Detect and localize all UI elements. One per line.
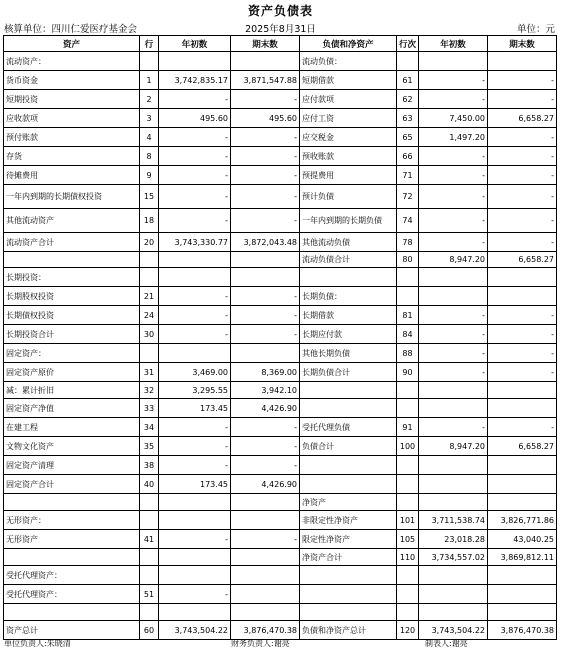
asset-end-value xyxy=(231,566,300,585)
col-header: 期末数 xyxy=(488,36,557,52)
asset-name: 长期投资： xyxy=(4,268,140,287)
table-row xyxy=(4,418,557,437)
asset-begin-value: 3,295.55 xyxy=(159,382,231,399)
liability-end-value: - xyxy=(488,128,557,147)
liability-begin-value xyxy=(419,382,488,399)
table-row xyxy=(4,456,557,475)
asset-begin-value: 495.60 xyxy=(159,109,231,128)
liability-end-value: - xyxy=(488,306,557,325)
liability-line-no xyxy=(397,604,419,621)
liability-name: 长期应付款 xyxy=(300,325,397,344)
col-header: 负债和净资产 xyxy=(300,36,397,52)
asset-line-no xyxy=(140,566,159,585)
liability-line-no xyxy=(397,494,419,511)
asset-end-value: - xyxy=(231,306,300,325)
footer-unit-head: 单位负责人:朱晓清 xyxy=(4,639,71,648)
liability-begin-value: - xyxy=(419,147,488,166)
asset-line-no: 40 xyxy=(140,475,159,494)
liability-end-value xyxy=(488,52,557,71)
liability-end-value xyxy=(488,585,557,604)
liability-end-value: - xyxy=(488,344,557,363)
asset-end-value xyxy=(231,511,300,530)
table-row xyxy=(4,494,557,511)
asset-begin-value xyxy=(159,566,231,585)
liability-name: 净资产 xyxy=(300,494,397,511)
asset-name: 无形资产： xyxy=(4,511,140,530)
liability-line-no: 66 xyxy=(397,147,419,166)
asset-begin-value: 173.45 xyxy=(159,475,231,494)
report-title: 资产负债表 xyxy=(247,4,313,18)
liability-name: 短期借款 xyxy=(300,71,397,90)
liability-line-no: 74 xyxy=(397,209,419,233)
asset-end-value xyxy=(231,52,300,71)
liability-line-no: 101 xyxy=(397,511,419,530)
liability-end-value: 3,826,771.86 xyxy=(488,511,557,530)
liability-name: 流动负债： xyxy=(300,52,397,71)
liability-begin-value xyxy=(419,585,488,604)
liability-line-no: 81 xyxy=(397,306,419,325)
liability-begin-value xyxy=(419,494,488,511)
asset-begin-value: 173.45 xyxy=(159,399,231,418)
asset-end-value xyxy=(231,344,300,363)
asset-line-no: 34 xyxy=(140,418,159,437)
liability-begin-value: - xyxy=(419,418,488,437)
liability-line-no xyxy=(397,268,419,287)
asset-begin-value xyxy=(159,344,231,363)
asset-name: 货币资金 xyxy=(4,71,140,90)
table-row xyxy=(4,209,557,233)
table-row xyxy=(4,109,557,128)
table-row xyxy=(4,185,557,209)
asset-name: 固定资产净值 xyxy=(4,399,140,418)
asset-name: 长期投资合计 xyxy=(4,325,140,344)
asset-name: 减：累计折旧 xyxy=(4,382,140,399)
asset-name: 固定资产合计 xyxy=(4,475,140,494)
liability-begin-value: - xyxy=(419,306,488,325)
liability-begin-value xyxy=(419,268,488,287)
asset-end-value: 495.60 xyxy=(231,109,300,128)
asset-begin-value: - xyxy=(159,306,231,325)
liability-end-value: - xyxy=(488,418,557,437)
asset-end-value: - xyxy=(231,530,300,549)
liability-end-value: 6,658.27 xyxy=(488,109,557,128)
asset-line-no: 20 xyxy=(140,233,159,252)
liability-name: 长期负债合计 xyxy=(300,363,397,382)
asset-end-value: 3,876,470.38 xyxy=(231,621,300,640)
liability-name: 长期借款 xyxy=(300,306,397,325)
liability-line-no xyxy=(397,456,419,475)
liability-end-value: - xyxy=(488,363,557,382)
liability-end-value: - xyxy=(488,166,557,185)
asset-name: 应收款项 xyxy=(4,109,140,128)
asset-line-no: 30 xyxy=(140,325,159,344)
liability-name: 受托代理负债 xyxy=(300,418,397,437)
asset-begin-value: - xyxy=(159,209,231,233)
liability-begin-value: 8,947.20 xyxy=(419,252,488,268)
asset-name: 文物文化资产 xyxy=(4,437,140,456)
liability-name xyxy=(300,456,397,475)
asset-begin-value: 3,743,504.22 xyxy=(159,621,231,640)
liability-line-no xyxy=(397,382,419,399)
col-header: 行 xyxy=(140,36,159,52)
liability-end-value xyxy=(488,475,557,494)
table-row xyxy=(4,306,557,325)
liability-line-no xyxy=(397,399,419,418)
asset-line-no: 41 xyxy=(140,530,159,549)
liability-begin-value: - xyxy=(419,185,488,209)
asset-begin-value: - xyxy=(159,437,231,456)
asset-end-value: - xyxy=(231,209,300,233)
asset-line-no: 4 xyxy=(140,128,159,147)
liability-begin-value xyxy=(419,475,488,494)
asset-end-value: 3,872,043.48 xyxy=(231,233,300,252)
asset-name: 固定资产清理 xyxy=(4,456,140,475)
asset-name: 其他流动资产 xyxy=(4,209,140,233)
liability-begin-value: - xyxy=(419,325,488,344)
asset-line-no xyxy=(140,252,159,268)
liability-end-value xyxy=(488,399,557,418)
asset-end-value: 8,369.00 xyxy=(231,363,300,382)
asset-end-value: 3,942.10 xyxy=(231,382,300,399)
asset-line-no xyxy=(140,268,159,287)
asset-line-no xyxy=(140,511,159,530)
liability-name: 应付工资 xyxy=(300,109,397,128)
liability-line-no: 110 xyxy=(397,549,419,566)
col-header: 资产 xyxy=(4,36,140,52)
asset-end-value: - xyxy=(231,128,300,147)
liability-line-no: 100 xyxy=(397,437,419,456)
asset-line-no: 3 xyxy=(140,109,159,128)
asset-begin-value: - xyxy=(159,530,231,549)
liability-end-value: 3,869,812.11 xyxy=(488,549,557,566)
asset-line-no xyxy=(140,344,159,363)
asset-end-value: 4,426.90 xyxy=(231,475,300,494)
asset-line-no: 9 xyxy=(140,166,159,185)
liability-line-no: 72 xyxy=(397,185,419,209)
liability-line-no: 65 xyxy=(397,128,419,147)
liability-name: 应付款项 xyxy=(300,90,397,109)
liability-line-no xyxy=(397,52,419,71)
liability-begin-value xyxy=(419,287,488,306)
asset-end-value: - xyxy=(231,185,300,209)
asset-name: 存货 xyxy=(4,147,140,166)
liability-name xyxy=(300,399,397,418)
asset-name: 资产总计 xyxy=(4,621,140,640)
asset-line-no: 1 xyxy=(140,71,159,90)
liability-begin-value xyxy=(419,456,488,475)
asset-begin-value: 3,743,330.77 xyxy=(159,233,231,252)
table-row xyxy=(4,71,557,90)
asset-begin-value xyxy=(159,549,231,566)
liability-name: 流动负债合计 xyxy=(300,252,397,268)
asset-line-no: 15 xyxy=(140,185,159,209)
liability-begin-value: 1,497.20 xyxy=(419,128,488,147)
asset-end-value xyxy=(231,585,300,604)
table-row xyxy=(4,268,557,287)
asset-name: 长期债权投资 xyxy=(4,306,140,325)
asset-end-value xyxy=(231,268,300,287)
liability-line-no: 78 xyxy=(397,233,419,252)
asset-end-value: - xyxy=(231,147,300,166)
asset-begin-value: 3,742,835.17 xyxy=(159,71,231,90)
table-header-row xyxy=(4,36,557,52)
footer-finance-head: 财务负责人:谢亮 xyxy=(231,639,290,648)
liability-line-no: 90 xyxy=(397,363,419,382)
table-row xyxy=(4,128,557,147)
asset-name: 短期投资 xyxy=(4,90,140,109)
asset-begin-value xyxy=(159,252,231,268)
table-row xyxy=(4,52,557,71)
asset-name: 长期股权投资 xyxy=(4,287,140,306)
liability-end-value: - xyxy=(488,233,557,252)
liability-name xyxy=(300,475,397,494)
asset-end-value xyxy=(231,549,300,566)
asset-end-value xyxy=(231,252,300,268)
liability-end-value: - xyxy=(488,71,557,90)
asset-line-no: 60 xyxy=(140,621,159,640)
asset-end-value: - xyxy=(231,90,300,109)
liability-name: 负债合计 xyxy=(300,437,397,456)
asset-begin-value xyxy=(159,52,231,71)
liability-line-no: 61 xyxy=(397,71,419,90)
asset-line-no: 32 xyxy=(140,382,159,399)
table-row xyxy=(4,382,557,399)
liability-name: 其他流动负债 xyxy=(300,233,397,252)
asset-begin-value xyxy=(159,604,231,621)
liability-name xyxy=(300,382,397,399)
liability-name: 负债和净资产总计 xyxy=(300,621,397,640)
liability-name: 净资产合计 xyxy=(300,549,397,566)
liability-line-no: 105 xyxy=(397,530,419,549)
asset-begin-value: - xyxy=(159,147,231,166)
asset-name: 受托代理资产： xyxy=(4,566,140,585)
liability-line-no xyxy=(397,585,419,604)
liability-begin-value: - xyxy=(419,233,488,252)
asset-line-no: 33 xyxy=(140,399,159,418)
liability-begin-value xyxy=(419,566,488,585)
liability-begin-value: - xyxy=(419,71,488,90)
asset-begin-value: - xyxy=(159,128,231,147)
asset-end-value xyxy=(231,604,300,621)
liability-begin-value: 7,450.00 xyxy=(419,109,488,128)
liability-begin-value: 3,711,538.74 xyxy=(419,511,488,530)
liability-name xyxy=(300,604,397,621)
liability-line-no: 71 xyxy=(397,166,419,185)
asset-line-no: 24 xyxy=(140,306,159,325)
asset-name: 固定资产： xyxy=(4,344,140,363)
asset-end-value: - xyxy=(231,166,300,185)
liability-begin-value: 3,734,557.02 xyxy=(419,549,488,566)
asset-end-value: 4,426.90 xyxy=(231,399,300,418)
liability-name: 预提费用 xyxy=(300,166,397,185)
col-header: 年初数 xyxy=(159,36,231,52)
asset-end-value: - xyxy=(231,287,300,306)
asset-begin-value: 3,469.00 xyxy=(159,363,231,382)
liability-line-no: 80 xyxy=(397,252,419,268)
asset-end-value xyxy=(231,494,300,511)
table-row xyxy=(4,585,557,604)
col-header: 年初数 xyxy=(419,36,488,52)
col-header: 行次 xyxy=(397,36,419,52)
asset-name xyxy=(4,252,140,268)
liability-begin-value xyxy=(419,52,488,71)
asset-line-no: 18 xyxy=(140,209,159,233)
table-row xyxy=(4,437,557,456)
liability-end-value: - xyxy=(488,147,557,166)
asset-name xyxy=(4,494,140,511)
liability-line-no: 84 xyxy=(397,325,419,344)
table-row xyxy=(4,166,557,185)
liability-name xyxy=(300,566,397,585)
liability-name: 预计负债 xyxy=(300,185,397,209)
table-row xyxy=(4,475,557,494)
asset-begin-value xyxy=(159,268,231,287)
asset-name: 待摊费用 xyxy=(4,166,140,185)
asset-begin-value: - xyxy=(159,90,231,109)
report-date: 2025年8月31日 xyxy=(245,24,316,35)
liability-end-value: - xyxy=(488,90,557,109)
liability-end-value: 43,040.25 xyxy=(488,530,557,549)
liability-line-no xyxy=(397,287,419,306)
liability-line-no: 88 xyxy=(397,344,419,363)
asset-begin-value: - xyxy=(159,325,231,344)
liability-begin-value: - xyxy=(419,344,488,363)
asset-begin-value xyxy=(159,494,231,511)
liability-end-value: - xyxy=(488,209,557,233)
asset-line-no xyxy=(140,604,159,621)
asset-line-no: 8 xyxy=(140,147,159,166)
table-row xyxy=(4,511,557,530)
liability-begin-value xyxy=(419,399,488,418)
table-row xyxy=(4,252,557,268)
asset-end-value: - xyxy=(231,456,300,475)
asset-end-value: 3,871,547.88 xyxy=(231,71,300,90)
asset-line-no: 35 xyxy=(140,437,159,456)
table-row xyxy=(4,530,557,549)
asset-name: 流动资产： xyxy=(4,52,140,71)
liability-end-value: 6,658.27 xyxy=(488,437,557,456)
asset-begin-value: - xyxy=(159,418,231,437)
asset-begin-value xyxy=(159,511,231,530)
asset-begin-value: - xyxy=(159,585,231,604)
asset-line-no xyxy=(140,549,159,566)
asset-name: 固定资产原价 xyxy=(4,363,140,382)
table-row xyxy=(4,147,557,166)
liability-end-value xyxy=(488,566,557,585)
liability-begin-value: 23,018.28 xyxy=(419,530,488,549)
asset-name: 无形资产 xyxy=(4,530,140,549)
liability-end-value: 6,658.27 xyxy=(488,252,557,268)
liability-end-value: - xyxy=(488,325,557,344)
liability-name: 其他长期负债 xyxy=(300,344,397,363)
asset-name: 预付账款 xyxy=(4,128,140,147)
asset-name: 受托代理资产： xyxy=(4,585,140,604)
liability-end-value xyxy=(488,494,557,511)
liability-begin-value: - xyxy=(419,166,488,185)
liability-begin-value: - xyxy=(419,90,488,109)
table-row xyxy=(4,344,557,363)
liability-line-no: 63 xyxy=(397,109,419,128)
liability-line-no xyxy=(397,566,419,585)
liability-end-value xyxy=(488,268,557,287)
liability-name: 预收账款 xyxy=(300,147,397,166)
liability-begin-value: 3,743,504.22 xyxy=(419,621,488,640)
asset-line-no: 21 xyxy=(140,287,159,306)
balance-sheet-table xyxy=(3,35,557,640)
liability-line-no: 120 xyxy=(397,621,419,640)
table-row xyxy=(4,621,557,640)
liability-line-no: 91 xyxy=(397,418,419,437)
asset-line-no: 31 xyxy=(140,363,159,382)
asset-begin-value: - xyxy=(159,456,231,475)
liability-line-no: 62 xyxy=(397,90,419,109)
liability-begin-value: - xyxy=(419,209,488,233)
asset-end-value: - xyxy=(231,418,300,437)
asset-line-no xyxy=(140,494,159,511)
col-header: 期末数 xyxy=(231,36,300,52)
liability-name xyxy=(300,268,397,287)
asset-line-no: 51 xyxy=(140,585,159,604)
liability-end-value: - xyxy=(488,185,557,209)
asset-end-value: - xyxy=(231,437,300,456)
table-row xyxy=(4,566,557,585)
asset-name xyxy=(4,549,140,566)
liability-end-value: 3,876,470.38 xyxy=(488,621,557,640)
org-unit: 核算单位：四川仁爱医疗基金会 xyxy=(4,24,138,35)
asset-name: 一年内到期的长期债权投资 xyxy=(4,185,140,209)
asset-end-value: - xyxy=(231,325,300,344)
liability-begin-value: 8,947.20 xyxy=(419,437,488,456)
table-row xyxy=(4,233,557,252)
asset-line-no xyxy=(140,52,159,71)
asset-name: 在建工程 xyxy=(4,418,140,437)
liability-end-value xyxy=(488,456,557,475)
asset-name: 流动资产合计 xyxy=(4,233,140,252)
table-row xyxy=(4,325,557,344)
table-row xyxy=(4,90,557,109)
asset-line-no: 38 xyxy=(140,456,159,475)
liability-end-value xyxy=(488,287,557,306)
table-row xyxy=(4,604,557,621)
footer-preparer: 制表人:谢亮 xyxy=(425,639,468,648)
liability-end-value xyxy=(488,382,557,399)
asset-begin-value: - xyxy=(159,166,231,185)
asset-begin-value: - xyxy=(159,287,231,306)
liability-begin-value: - xyxy=(419,363,488,382)
liability-name xyxy=(300,585,397,604)
liability-name: 非限定性净资产 xyxy=(300,511,397,530)
liability-begin-value xyxy=(419,604,488,621)
liability-name: 限定性净资产 xyxy=(300,530,397,549)
liability-line-no xyxy=(397,475,419,494)
liability-end-value xyxy=(488,604,557,621)
table-row xyxy=(4,399,557,418)
liability-name: 长期负债： xyxy=(300,287,397,306)
liability-name: 应交税金 xyxy=(300,128,397,147)
table-row xyxy=(4,549,557,566)
asset-begin-value: - xyxy=(159,185,231,209)
table-row xyxy=(4,287,557,306)
currency-unit: 单位：元 xyxy=(516,24,555,35)
liability-name: 一年内到期的长期负债 xyxy=(300,209,397,233)
table-row xyxy=(4,363,557,382)
asset-line-no: 2 xyxy=(140,90,159,109)
asset-name xyxy=(4,604,140,621)
